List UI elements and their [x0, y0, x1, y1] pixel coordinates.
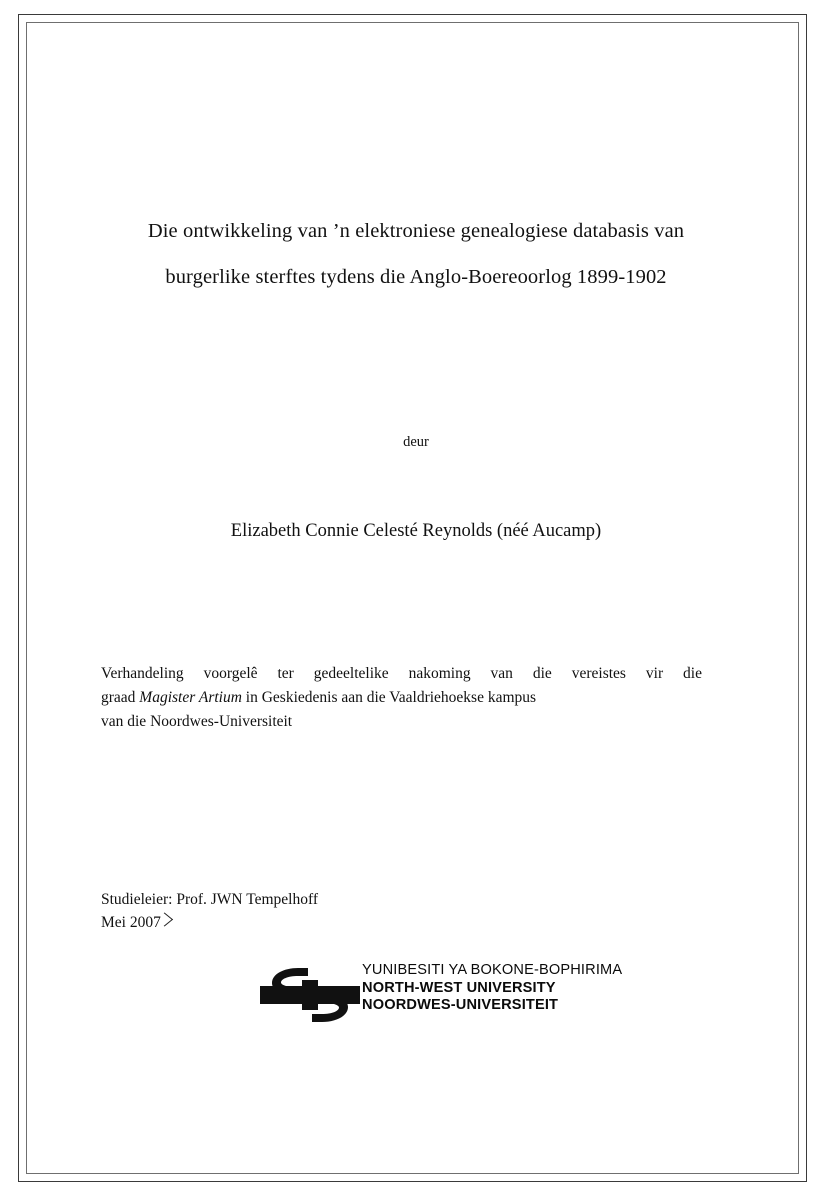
logo-text — [362, 962, 622, 1015]
by-label: deur — [403, 434, 429, 450]
university-logo — [254, 958, 674, 1032]
date-line-wrap — [101, 911, 161, 934]
logo-text-line-1: YUNIBESITI YA BOKONE-BOPHIRIMA — [362, 962, 623, 978]
title-line-2: burgerlike sterftes tydens die Anglo-Boereoorlog 1899-1902 — [165, 266, 667, 288]
submission-line-3: van die Noordwes-Universiteit — [101, 713, 293, 730]
degree-name: Magister Artium — [139, 689, 242, 706]
submission-line-2-post: in Geskiedenis aan die Vaaldriehoekse kampus — [241, 689, 537, 706]
logo-text-line-2: NORTH-WEST UNIVERSITY — [362, 979, 556, 996]
submission-line-1: Verhandeling voorgelê ter gedeeltelike nakoming van die vereistes vir die — [101, 665, 702, 682]
supervisor-line: Studieleier: Prof. JWN Tempelhoff — [101, 891, 319, 908]
author-name: Elizabeth Connie Celesté Reynolds (néé Aucamp) — [230, 521, 602, 541]
supervisor-block — [101, 888, 701, 934]
page-title — [96, 208, 736, 300]
date-line: Mei 2007 — [101, 914, 161, 931]
submission-line-2 — [101, 686, 702, 710]
title-line-1: Die ontwikkeling van ’n elektroniese genealogiese databasis van — [147, 220, 685, 242]
logo-text-line-3: NOORDWES-UNIVERSITEIT — [362, 997, 559, 1014]
page-content — [96, 0, 736, 1200]
nwu-logo-icon — [254, 964, 366, 1026]
submission-line-2-pre: graad — [101, 689, 140, 706]
submission-statement — [101, 662, 702, 734]
